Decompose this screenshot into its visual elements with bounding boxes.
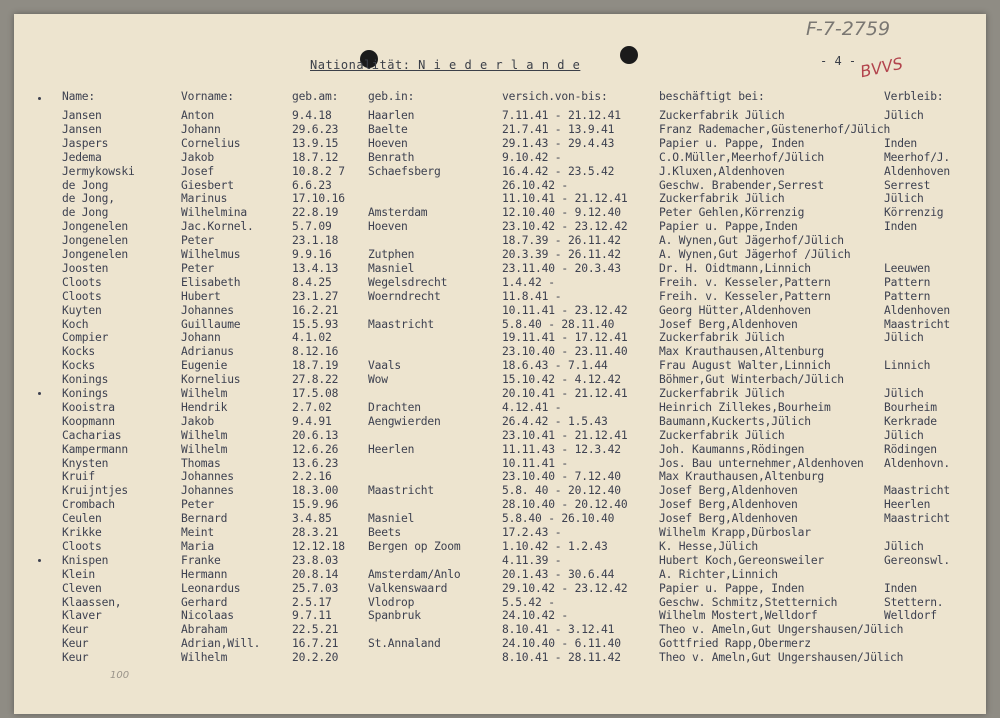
col-beschaeftigt-cell: Zuckerfabrik Jülich <box>659 387 785 400</box>
col-geb-in-cell: Vaals <box>368 359 402 373</box>
col-name-cell: Konings <box>62 373 109 387</box>
col-verbleib-cell: Aldenhoven <box>884 164 951 178</box>
col-geb-in-cell: Bergen op Zoom <box>368 539 461 553</box>
col-geb-in-cell: Wegelsdrecht <box>368 275 448 289</box>
header-col-geb-am: geb.am: <box>292 90 339 103</box>
col-versichert-cell: 23.10.40 - 23.11.40 <box>502 345 628 359</box>
header-col-beschaeftigt: beschäftigt bei: <box>659 90 765 103</box>
col-vorname-cell: Meint <box>181 526 215 539</box>
col-name-cell: Jansen <box>62 109 102 122</box>
col-verbleib-cell: Stettern. <box>884 595 944 609</box>
col-versichert-cell: 9.10.42 - <box>502 150 562 164</box>
col-beschaeftigt-cell: Frau August Walter,Linnich <box>659 359 831 373</box>
col-versichert-cell: 10.11.41 - 23.12.42 <box>502 303 628 317</box>
col-beschaeftigt-cell: Max Krauthausen,Altenburg <box>659 470 825 484</box>
col-vorname-cell: Wilhelmus <box>181 248 241 261</box>
col-versichert-cell: 11.11.43 - 12.3.42 <box>502 442 621 456</box>
col-beschaeftigt-cell: Georg Hütter,Aldenhoven <box>659 303 811 317</box>
col-versichert-cell: 10.11.41 - <box>502 456 569 470</box>
col-verbleib-cell: Jülich <box>884 192 924 206</box>
col-geb-am-cell: 9.7.11 <box>292 609 332 623</box>
col-geb-am-cell: 12.6.26 <box>292 442 339 456</box>
col-verbleib-cell: Bourheim <box>884 400 937 414</box>
col-beschaeftigt-cell: Gottfried Rapp,Obermerz <box>659 637 811 651</box>
col-versichert-cell: 8.10.41 - 3.12.41 <box>502 623 615 637</box>
col-beschaeftigt-cell: Josef Berg,Aldenhoven <box>659 512 798 526</box>
col-geb-am-cell: 20.6.13 <box>292 428 339 442</box>
margin-bullet <box>38 392 41 395</box>
col-vorname-cell: Jakob <box>181 414 215 428</box>
col-vorname-cell: Gerhard <box>181 595 228 609</box>
col-versichert-cell: 23.10.40 - 7.12.40 <box>502 470 621 484</box>
col-name-cell: Kooistra <box>62 400 115 414</box>
col-versichert-cell: 23.10.41 - 21.12.41 <box>502 428 628 442</box>
margin-note: 100 <box>110 670 130 681</box>
col-name-cell: Jongenelen <box>62 220 129 234</box>
col-vorname-cell: Maria <box>181 539 215 553</box>
col-verbleib-cell: Maastricht <box>884 512 951 526</box>
col-versichert-cell: 24.10.42 - <box>502 609 569 623</box>
col-verbleib-cell: Inden <box>884 136 918 150</box>
col-geb-am-cell: 2.5.17 <box>292 595 332 609</box>
col-name-cell: Jedema <box>62 150 102 164</box>
col-name-cell: Cloots <box>62 275 102 289</box>
col-beschaeftigt-cell: J.Kluxen,Aldenhoven <box>659 164 785 178</box>
col-geb-in-cell: Hoeven <box>368 220 408 234</box>
col-versichert-cell: 19.11.41 - 17.12.41 <box>502 331 628 345</box>
col-geb-in-cell: St.Annaland <box>368 637 441 651</box>
col-geb-am-cell: 8.12.16 <box>292 345 339 359</box>
col-name-cell: Kocks <box>62 359 96 373</box>
col-versichert-cell: 20.1.43 - 30.6.44 <box>502 567 615 581</box>
col-vorname-cell: Jakob <box>181 150 215 164</box>
col-geb-am-cell: 17.5.08 <box>292 387 339 400</box>
col-beschaeftigt-cell: Heinrich Zillekes,Bourheim <box>659 400 831 414</box>
col-name-cell: de Jong <box>62 178 109 192</box>
col-beschaeftigt-cell: Papier u. Pappe,Inden <box>659 220 798 234</box>
col-versichert-cell: 17.2.43 - <box>502 526 562 539</box>
col-geb-in-cell: Maastricht <box>368 317 435 331</box>
col-verbleib-cell: Jülich <box>884 539 924 553</box>
col-geb-am-cell: 22.8.19 <box>292 206 339 220</box>
col-name-cell: Cloots <box>62 289 102 303</box>
col-versichert-cell: 29.1.43 - 29.4.43 <box>502 136 615 150</box>
col-beschaeftigt-cell: Zuckerfabrik Jülich <box>659 428 785 442</box>
col-versichert-cell: 11.8.41 - <box>502 289 562 303</box>
col-name-cell: Jansen <box>62 122 102 136</box>
col-geb-am-cell: 15.9.96 <box>292 498 339 512</box>
col-geb-am-cell: 18.7.12 <box>292 150 339 164</box>
col-verbleib-cell: Jülich <box>884 428 924 442</box>
col-geb-am-cell: 28.3.21 <box>292 526 339 539</box>
col-vorname-cell: Wilhelm <box>181 651 228 665</box>
col-vorname-cell: Marinus <box>181 192 228 206</box>
col-geb-in-cell: Drachten <box>368 400 421 414</box>
col-vorname-cell: Giesbert <box>181 178 234 192</box>
col-name-cell: Kocks <box>62 345 96 359</box>
col-geb-am-cell: 2.2.16 <box>292 470 332 484</box>
col-verbleib-cell: Leeuwen <box>884 261 931 275</box>
col-geb-am-cell: 10.8.2 7 <box>292 164 345 178</box>
col-geb-in-cell: Heerlen <box>368 442 415 456</box>
col-vorname-cell: Cornelius <box>181 136 241 150</box>
col-vorname-cell: Peter <box>181 498 215 512</box>
document-title: Nationalität: N i e d e r l a n d e <box>310 58 581 72</box>
col-name-cell: Kruijntjes <box>62 484 129 498</box>
col-beschaeftigt-cell: Böhmer,Gut Winterbach/Jülich <box>659 373 844 387</box>
col-beschaeftigt-cell: Dr. H. Oidtmann,Linnich <box>659 261 811 275</box>
col-name-cell: Keur <box>62 651 89 665</box>
col-verbleib-cell: Jülich <box>884 387 924 400</box>
col-beschaeftigt-cell: C.O.Müller,Meerhof/Jülich <box>659 150 825 164</box>
page-number: - 4 - <box>820 54 857 68</box>
col-name-cell: Kuyten <box>62 303 102 317</box>
document-sheet <box>14 14 986 714</box>
col-versichert-cell: 18.6.43 - 7.1.44 <box>502 359 608 373</box>
col-beschaeftigt-cell: Theo v. Ameln,Gut Ungershausen/Jülich <box>659 651 904 665</box>
col-vorname-cell: Hermann <box>181 567 228 581</box>
col-versichert-cell: 1.4.42 - <box>502 275 555 289</box>
col-vorname-cell: Kornelius <box>181 373 241 387</box>
col-beschaeftigt-cell: Josef Berg,Aldenhoven <box>659 484 798 498</box>
col-vorname-cell: Adrian,Will. <box>181 637 261 651</box>
col-vorname-cell: Adrianus <box>181 345 234 359</box>
col-name-cell: Koch <box>62 317 89 331</box>
col-beschaeftigt-cell: Zuckerfabrik Jülich <box>659 331 785 345</box>
col-beschaeftigt-cell: Geschw. Brabender,Serrest <box>659 178 825 192</box>
col-verbleib-cell: Pattern <box>884 275 931 289</box>
col-name-cell: Knysten <box>62 456 109 470</box>
col-geb-am-cell: 18.3.00 <box>292 484 339 498</box>
col-beschaeftigt-cell: Papier u. Pappe, Inden <box>659 136 805 150</box>
col-vorname-cell: Peter <box>181 261 215 275</box>
col-versichert-cell: 5.8.40 - 28.11.40 <box>502 317 615 331</box>
col-geb-in-cell: Baelte <box>368 122 408 136</box>
col-versichert-cell: 11.10.41 - 21.12.41 <box>502 192 628 206</box>
col-vorname-cell: Anton <box>181 109 215 122</box>
col-versichert-cell: 20.3.39 - 26.11.42 <box>502 248 621 261</box>
col-vorname-cell: Johannes <box>181 470 234 484</box>
col-versichert-cell: 26.10.42 - <box>502 178 569 192</box>
col-vorname-cell: Wilhelm <box>181 387 228 400</box>
col-geb-am-cell: 12.12.18 <box>292 539 345 553</box>
header-col-verbleib: Verbleib: <box>884 90 944 103</box>
col-vorname-cell: Johann <box>181 122 221 136</box>
col-vorname-cell: Leonardus <box>181 581 241 595</box>
col-verbleib-cell: Rödingen <box>884 442 937 456</box>
col-vorname-cell: Josef <box>181 164 215 178</box>
col-geb-am-cell: 5.7.09 <box>292 220 332 234</box>
col-beschaeftigt-cell: Theo v. Ameln,Gut Ungershausen/Jülich <box>659 623 904 637</box>
col-versichert-cell: 5.8. 40 - 20.12.40 <box>502 484 621 498</box>
col-versichert-cell: 20.10.41 - 21.12.41 <box>502 387 628 400</box>
col-versichert-cell: 5.8.40 - 26.10.40 <box>502 512 615 526</box>
col-name-cell: Jermykowski <box>62 164 135 178</box>
col-name-cell: de Jong <box>62 206 109 220</box>
col-beschaeftigt-cell: K. Hesse,Jülich <box>659 539 759 553</box>
col-beschaeftigt-cell: Freih. v. Kesseler,Pattern <box>659 275 831 289</box>
col-beschaeftigt-cell: A. Wynen,Gut Jägerhof/Jülich <box>659 234 844 248</box>
col-name-cell: Klaassen, <box>62 595 122 609</box>
col-vorname-cell: Hendrik <box>181 400 228 414</box>
col-geb-am-cell: 27.8.22 <box>292 373 339 387</box>
col-beschaeftigt-cell: Jos. Bau unternehmer,Aldenhoven <box>659 456 864 470</box>
stamp-initials: BVVS <box>858 53 905 82</box>
col-geb-am-cell: 23.8.03 <box>292 553 339 567</box>
col-geb-am-cell: 4.1.02 <box>292 331 332 345</box>
header-col-versichert: versich.von-bis: <box>502 90 608 103</box>
col-name-cell: Knispen <box>62 553 109 567</box>
col-verbleib-cell: Aldenhovn. <box>884 456 951 470</box>
col-versichert-cell: 8.10.41 - 28.11.42 <box>502 651 621 665</box>
col-verbleib-cell: Gereonswl. <box>884 553 951 567</box>
col-vorname-cell: Elisabeth <box>181 275 241 289</box>
col-verbleib-cell: Jülich <box>884 331 924 345</box>
col-vorname-cell: Bernard <box>181 512 228 526</box>
col-beschaeftigt-cell: Max Krauthausen,Altenburg <box>659 345 825 359</box>
col-beschaeftigt-cell: Baumann,Kuckerts,Jülich <box>659 414 811 428</box>
col-geb-am-cell: 3.4.85 <box>292 512 332 526</box>
col-name-cell: Kampermann <box>62 442 129 456</box>
col-versichert-cell: 1.10.42 - 1.2.43 <box>502 539 608 553</box>
col-name-cell: Konings <box>62 387 109 400</box>
col-geb-am-cell: 20.2.20 <box>292 651 339 665</box>
col-geb-am-cell: 9.4.91 <box>292 414 332 428</box>
col-geb-am-cell: 13.4.13 <box>292 261 339 275</box>
col-geb-in-cell: Beets <box>368 526 402 539</box>
col-versichert-cell: 23.10.42 - 23.12.42 <box>502 220 628 234</box>
col-versichert-cell: 29.10.42 - 23.12.42 <box>502 581 628 595</box>
col-geb-in-cell: Maastricht <box>368 484 435 498</box>
col-versichert-cell: 7.11.41 - 21.12.41 <box>502 109 621 122</box>
col-name-cell: Compier <box>62 331 109 345</box>
col-name-cell: Joosten <box>62 261 109 275</box>
col-verbleib-cell: Aldenhoven <box>884 303 951 317</box>
col-beschaeftigt-cell: Josef Berg,Aldenhoven <box>659 498 798 512</box>
col-vorname-cell: Wilhelm <box>181 442 228 456</box>
col-verbleib-cell: Inden <box>884 220 918 234</box>
archive-number: F-7-2759 <box>806 18 891 40</box>
col-name-cell: Cacharias <box>62 428 122 442</box>
col-geb-am-cell: 8.4.25 <box>292 275 332 289</box>
col-geb-in-cell: Zutphen <box>368 248 415 261</box>
col-geb-am-cell: 23.1.27 <box>292 289 339 303</box>
col-vorname-cell: Wilhelm <box>181 428 228 442</box>
col-geb-am-cell: 22.5.21 <box>292 623 339 637</box>
col-geb-in-cell: Hoeven <box>368 136 408 150</box>
col-beschaeftigt-cell: Hubert Koch,Gereonsweiler <box>659 553 825 567</box>
col-vorname-cell: Thomas <box>181 456 221 470</box>
col-vorname-cell: Johannes <box>181 484 234 498</box>
col-vorname-cell: Hubert <box>181 289 221 303</box>
col-geb-am-cell: 20.8.14 <box>292 567 339 581</box>
col-verbleib-cell: Inden <box>884 581 918 595</box>
col-name-cell: Jongenelen <box>62 234 129 248</box>
col-beschaeftigt-cell: A. Richter,Linnich <box>659 567 778 581</box>
header-col-vorname: Vorname: <box>181 90 234 103</box>
col-vorname-cell: Peter <box>181 234 215 248</box>
col-geb-in-cell: Masniel <box>368 261 415 275</box>
col-versichert-cell: 4.12.41 - <box>502 400 562 414</box>
header-col-geb-in: geb.in: <box>368 90 415 103</box>
col-verbleib-cell: Maastricht <box>884 484 951 498</box>
col-name-cell: Koopmann <box>62 414 115 428</box>
col-versichert-cell: 26.4.42 - 1.5.43 <box>502 414 608 428</box>
col-name-cell: Cleven <box>62 581 102 595</box>
col-verbleib-cell: Meerhof/J. <box>884 150 951 164</box>
col-name-cell: Klaver <box>62 609 102 623</box>
col-versichert-cell: 5.5.42 - <box>502 595 555 609</box>
margin-bullet <box>38 559 41 562</box>
col-vorname-cell: Jac.Kornel. <box>181 220 254 234</box>
col-verbleib-cell: Welldorf <box>884 609 937 623</box>
col-geb-am-cell: 13.6.23 <box>292 456 339 470</box>
col-geb-in-cell: Amsterdam <box>368 206 428 220</box>
col-vorname-cell: Franke <box>181 553 221 567</box>
col-geb-in-cell: Haarlen <box>368 109 415 122</box>
col-name-cell: Crombach <box>62 498 115 512</box>
col-verbleib-cell: Jülich <box>884 109 924 122</box>
col-beschaeftigt-cell: Freih. v. Kesseler,Pattern <box>659 289 831 303</box>
col-name-cell: Keur <box>62 637 89 651</box>
col-geb-in-cell: Wow <box>368 373 388 387</box>
header-col-name: Name: <box>62 90 96 103</box>
col-geb-in-cell: Amsterdam/Anlo <box>368 567 461 581</box>
col-beschaeftigt-cell: Zuckerfabrik Jülich <box>659 192 785 206</box>
col-name-cell: Klein <box>62 567 96 581</box>
col-versichert-cell: 24.10.40 - 6.11.40 <box>502 637 621 651</box>
col-geb-in-cell: Masniel <box>368 512 415 526</box>
col-name-cell: Ceulen <box>62 512 102 526</box>
col-geb-am-cell: 9.9.16 <box>292 248 332 261</box>
col-versichert-cell: 18.7.39 - 26.11.42 <box>502 234 621 248</box>
col-vorname-cell: Johannes <box>181 303 234 317</box>
col-geb-am-cell: 18.7.19 <box>292 359 339 373</box>
col-vorname-cell: Eugenie <box>181 359 228 373</box>
col-verbleib-cell: Pattern <box>884 289 931 303</box>
col-geb-am-cell: 23.1.18 <box>292 234 339 248</box>
col-verbleib-cell: Serrest <box>884 178 931 192</box>
col-beschaeftigt-cell: Franz Rademacher,Güstenerhof/Jülich <box>659 122 891 136</box>
col-versichert-cell: 21.7.41 - 13.9.41 <box>502 122 615 136</box>
margin-bullet <box>38 97 41 100</box>
col-geb-in-cell: Aengwierden <box>368 414 441 428</box>
col-beschaeftigt-cell: Wilhelm Mostert,Welldorf <box>659 609 818 623</box>
col-vorname-cell: Wilhelmina <box>181 206 248 220</box>
col-name-cell: Krikke <box>62 526 102 539</box>
col-geb-am-cell: 17.10.16 <box>292 192 345 206</box>
col-geb-am-cell: 16.2.21 <box>292 303 339 317</box>
col-verbleib-cell: Kerkrade <box>884 414 937 428</box>
col-versichert-cell: 15.10.42 - 4.12.42 <box>502 373 621 387</box>
col-name-cell: Kruif <box>62 470 96 484</box>
col-geb-am-cell: 9.4.18 <box>292 109 332 122</box>
col-name-cell: Jongenelen <box>62 248 129 261</box>
col-name-cell: Keur <box>62 623 89 637</box>
col-versichert-cell: 4.11.39 - <box>502 553 562 567</box>
col-beschaeftigt-cell: Zuckerfabrik Jülich <box>659 109 785 122</box>
col-name-cell: Jaspers <box>62 136 109 150</box>
col-verbleib-cell: Maastricht <box>884 317 951 331</box>
col-versichert-cell: 28.10.40 - 20.12.40 <box>502 498 628 512</box>
col-beschaeftigt-cell: A. Wynen,Gut Jägerhof /Jülich <box>659 248 851 261</box>
col-verbleib-cell: Körrenzig <box>884 206 944 220</box>
col-geb-in-cell: Benrath <box>368 150 415 164</box>
punch-hole-right <box>620 46 638 64</box>
col-geb-in-cell: Schaefsberg <box>368 164 441 178</box>
col-beschaeftigt-cell: Joh. Kaumanns,Rödingen <box>659 442 805 456</box>
col-name-cell: de Jong, <box>62 192 115 206</box>
col-geb-am-cell: 29.6.23 <box>292 122 339 136</box>
col-geb-am-cell: 13.9.15 <box>292 136 339 150</box>
col-beschaeftigt-cell: Peter Gehlen,Körrenzig <box>659 206 805 220</box>
col-verbleib-cell: Heerlen <box>884 498 931 512</box>
col-beschaeftigt-cell: Josef Berg,Aldenhoven <box>659 317 798 331</box>
col-beschaeftigt-cell: Geschw. Schmitz,Stetternich <box>659 595 838 609</box>
col-vorname-cell: Abraham <box>181 623 228 637</box>
col-geb-am-cell: 6.6.23 <box>292 178 332 192</box>
col-vorname-cell: Guillaume <box>181 317 241 331</box>
col-versichert-cell: 23.11.40 - 20.3.43 <box>502 261 621 275</box>
col-geb-in-cell: Valkenswaard <box>368 581 448 595</box>
col-geb-in-cell: Spanbruk <box>368 609 421 623</box>
col-geb-am-cell: 2.7.02 <box>292 400 332 414</box>
col-geb-am-cell: 15.5.93 <box>292 317 339 331</box>
col-geb-in-cell: Vlodrop <box>368 595 415 609</box>
col-versichert-cell: 16.4.42 - 23.5.42 <box>502 164 615 178</box>
col-beschaeftigt-cell: Papier u. Pappe, Inden <box>659 581 805 595</box>
col-vorname-cell: Nicolaas <box>181 609 234 623</box>
col-versichert-cell: 12.10.40 - 9.12.40 <box>502 206 621 220</box>
col-name-cell: Cloots <box>62 539 102 553</box>
col-vorname-cell: Johann <box>181 331 221 345</box>
col-beschaeftigt-cell: Wilhelm Krapp,Dürboslar <box>659 526 811 539</box>
col-verbleib-cell: Linnich <box>884 359 931 373</box>
col-geb-in-cell: Woerndrecht <box>368 289 441 303</box>
col-geb-am-cell: 16.7.21 <box>292 637 339 651</box>
col-geb-am-cell: 25.7.03 <box>292 581 339 595</box>
